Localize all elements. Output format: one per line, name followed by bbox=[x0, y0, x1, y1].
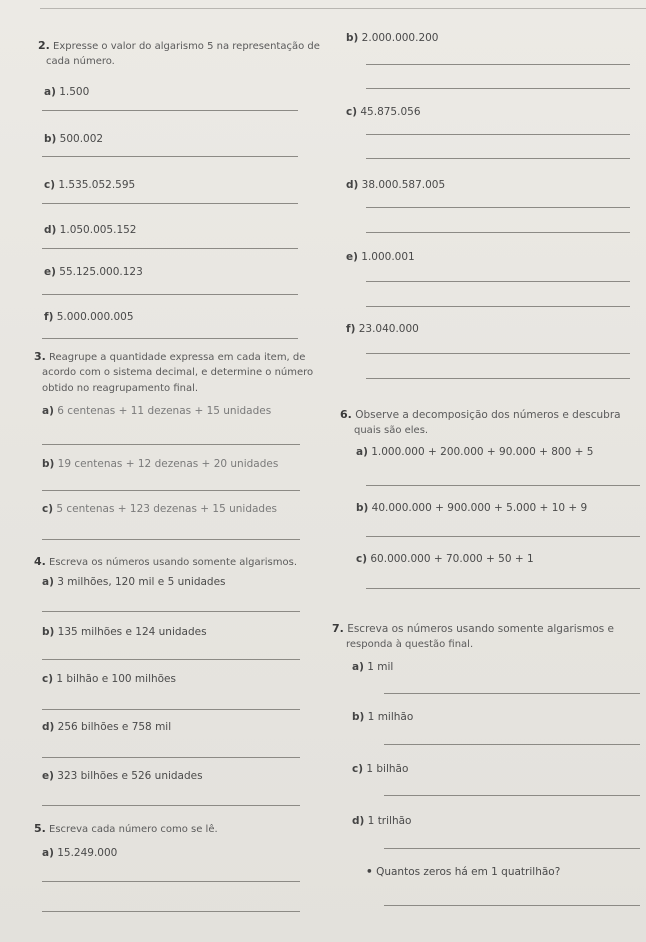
q2-item-e bbox=[44, 266, 143, 279]
q4-item-b bbox=[42, 626, 207, 639]
q7-final-question-text: Quantos zeros há em 1 quatrilhão? bbox=[376, 866, 561, 878]
q6-item-b bbox=[356, 502, 587, 515]
answer-line[interactable] bbox=[384, 848, 640, 849]
q2-right-item-b bbox=[346, 32, 439, 45]
q7-item-b-value: 1 milhão bbox=[367, 711, 414, 723]
answer-line[interactable] bbox=[42, 156, 298, 157]
answer-line[interactable] bbox=[42, 911, 300, 912]
answer-line[interactable] bbox=[42, 539, 300, 540]
q7-item-d bbox=[352, 815, 411, 828]
q4-item-d-label: d) bbox=[42, 721, 55, 733]
q3-item-a bbox=[42, 405, 271, 418]
q5-number: 5. bbox=[34, 822, 46, 835]
q2-right-item-c bbox=[346, 106, 421, 119]
q7-title-line2: responda à questão final. bbox=[346, 639, 474, 650]
q2-item-b bbox=[44, 133, 103, 146]
q6-item-a bbox=[356, 446, 593, 459]
q2-right-item-d-label: d) bbox=[346, 179, 359, 191]
answer-line[interactable] bbox=[366, 485, 640, 486]
q2-right-item-b-label: b) bbox=[346, 32, 359, 44]
answer-line[interactable] bbox=[42, 611, 300, 612]
q3-number: 3. bbox=[34, 350, 46, 363]
answer-line[interactable] bbox=[366, 536, 640, 537]
q7-title-line1 bbox=[332, 622, 614, 636]
q6-item-b-label: b) bbox=[356, 502, 369, 514]
q2-title-line1 bbox=[38, 39, 320, 53]
bullet-icon: • bbox=[366, 866, 373, 878]
q7-final-question bbox=[366, 866, 560, 879]
answer-line[interactable] bbox=[42, 110, 298, 111]
q7-item-a-label: a) bbox=[352, 661, 364, 673]
answer-line[interactable] bbox=[42, 881, 300, 882]
answer-line[interactable] bbox=[42, 805, 300, 806]
q4-item-e-label: e) bbox=[42, 770, 54, 782]
q6-item-c bbox=[356, 553, 534, 566]
q2-item-e-label: e) bbox=[44, 266, 56, 278]
q7-item-a-value: 1 mil bbox=[367, 661, 394, 673]
q6-title-text: Observe a decomposição dos números e descubra bbox=[355, 409, 621, 421]
q2-item-a-value: 1.500 bbox=[59, 86, 90, 98]
q3-item-a-label: a) bbox=[42, 405, 54, 417]
q6-item-a-value: 1.000.000 + 200.000 + 90.000 + 800 + 5 bbox=[371, 446, 594, 458]
q2-item-c-value: 1.535.052.595 bbox=[58, 179, 136, 191]
q4-item-c-value: 1 bilhão e 100 milhões bbox=[56, 673, 176, 685]
q2-right-item-c-label: c) bbox=[346, 106, 358, 118]
q4-item-e bbox=[42, 770, 203, 783]
q4-item-a-label: a) bbox=[42, 576, 54, 588]
answer-line[interactable] bbox=[384, 744, 640, 745]
q3-title-line3: obtido no reagrupamento final. bbox=[42, 383, 199, 394]
q2-title-text: Expresse o valor do algarismo 5 na representação de bbox=[53, 41, 320, 52]
q2-item-e-value: 55.125.000.123 bbox=[59, 266, 143, 278]
answer-line[interactable] bbox=[366, 588, 640, 589]
q2-item-c-label: c) bbox=[44, 179, 56, 191]
q6-number: 6. bbox=[340, 408, 352, 421]
q5-title-text: Escreva cada número como se lê. bbox=[49, 824, 218, 835]
q4-item-a bbox=[42, 576, 226, 589]
q5-item-a bbox=[42, 847, 117, 860]
q7-item-b-label: b) bbox=[352, 711, 365, 723]
q2-item-d-value: 1.050.005.152 bbox=[59, 224, 137, 236]
q7-item-c-label: c) bbox=[352, 763, 364, 775]
q3-title-text: Reagrupe a quantidade expressa em cada item, de bbox=[49, 352, 306, 363]
answer-line[interactable] bbox=[384, 795, 640, 796]
q2-right-item-d-value: 38.000.587.005 bbox=[361, 179, 446, 191]
q6-title-line1 bbox=[340, 408, 621, 422]
q5-title bbox=[34, 822, 218, 836]
answer-line[interactable] bbox=[42, 248, 298, 249]
q4-item-d bbox=[42, 721, 171, 734]
answer-line[interactable] bbox=[384, 693, 640, 694]
answer-line[interactable] bbox=[42, 659, 300, 660]
q6-item-b-value: 40.000.000 + 900.000 + 5.000 + 10 + 9 bbox=[371, 502, 588, 514]
q2-item-b-label: b) bbox=[44, 133, 57, 145]
q7-item-d-label: d) bbox=[352, 815, 365, 827]
q4-item-c bbox=[42, 673, 176, 686]
q2-item-a-label: a) bbox=[44, 86, 56, 98]
q3-item-c-label: c) bbox=[42, 503, 54, 515]
answer-line[interactable] bbox=[366, 134, 630, 135]
q2-right-item-d bbox=[346, 179, 445, 192]
q2-item-d bbox=[44, 224, 137, 237]
q4-item-b-value: 135 milhões e 124 unidades bbox=[57, 626, 207, 638]
answer-line[interactable] bbox=[366, 378, 630, 379]
q2-item-c bbox=[44, 179, 135, 192]
q3-item-b bbox=[42, 458, 278, 471]
answer-line[interactable] bbox=[42, 757, 300, 758]
q2-right-item-e-value: 1.000.001 bbox=[361, 251, 415, 263]
q2-item-a bbox=[44, 86, 89, 99]
q2-right-item-e bbox=[346, 251, 415, 264]
q2-right-item-e-label: e) bbox=[346, 251, 358, 263]
answer-line[interactable] bbox=[366, 353, 630, 354]
answer-line[interactable] bbox=[366, 306, 630, 307]
q2-right-item-f-value: 23.040.000 bbox=[358, 323, 419, 335]
q2-number: 2. bbox=[38, 39, 50, 52]
q4-item-a-value: 3 milhões, 120 mil e 5 unidades bbox=[57, 576, 226, 588]
top-rule bbox=[40, 8, 646, 9]
q4-item-e-value: 323 bilhões e 526 unidades bbox=[57, 770, 203, 782]
q3-title-line1 bbox=[34, 350, 305, 364]
q4-item-c-label: c) bbox=[42, 673, 54, 685]
q6-item-a-label: a) bbox=[356, 446, 368, 458]
q6-title-line2: quais são eles. bbox=[354, 425, 429, 436]
q3-title-line2: acordo com o sistema decimal, e determine o número bbox=[42, 367, 314, 378]
q7-number: 7. bbox=[332, 622, 344, 635]
q2-title-line2: cada número. bbox=[46, 56, 115, 67]
q7-item-d-value: 1 trilhão bbox=[367, 815, 412, 827]
q5-item-a-label: a) bbox=[42, 847, 54, 859]
q2-right-item-f bbox=[346, 323, 419, 336]
q3-item-b-value: 19 centenas + 12 dezenas + 20 unidades bbox=[57, 458, 279, 470]
q7-title-text: Escreva os números usando somente algarismos e bbox=[347, 623, 615, 635]
q4-number: 4. bbox=[34, 555, 46, 568]
q2-item-d-label: d) bbox=[44, 224, 57, 236]
answer-line[interactable] bbox=[366, 64, 630, 65]
q7-item-c bbox=[352, 763, 408, 776]
q2-item-f-value: 5.000.000.005 bbox=[56, 311, 134, 323]
q3-item-c-value: 5 centenas + 123 dezenas + 15 unidades bbox=[56, 503, 278, 515]
q2-right-item-f-label: f) bbox=[346, 323, 356, 335]
q7-item-b bbox=[352, 711, 413, 724]
answer-line[interactable] bbox=[366, 281, 630, 282]
q7-item-a bbox=[352, 661, 393, 674]
answer-line[interactable] bbox=[42, 490, 300, 491]
answer-line[interactable] bbox=[366, 158, 630, 159]
q6-item-c-value: 60.000.000 + 70.000 + 50 + 1 bbox=[370, 553, 534, 565]
q4-item-d-value: 256 bilhões e 758 mil bbox=[57, 721, 172, 733]
q2-right-item-b-value: 2.000.000.200 bbox=[361, 32, 439, 44]
q2-item-b-value: 500.002 bbox=[59, 133, 104, 145]
answer-line[interactable] bbox=[42, 294, 298, 295]
q3-item-b-label: b) bbox=[42, 458, 55, 470]
answer-line[interactable] bbox=[42, 338, 298, 339]
answer-line[interactable] bbox=[42, 203, 298, 204]
answer-line[interactable] bbox=[42, 709, 300, 710]
q4-title bbox=[34, 555, 297, 569]
q2-item-f bbox=[44, 311, 134, 324]
q5-item-a-value: 15.249.000 bbox=[57, 847, 118, 859]
q4-item-b-label: b) bbox=[42, 626, 55, 638]
q7-item-c-value: 1 bilhão bbox=[366, 763, 409, 775]
answer-line[interactable] bbox=[366, 88, 630, 89]
answer-line[interactable] bbox=[366, 207, 630, 208]
q4-title-text: Escreva os números usando somente algarismos. bbox=[49, 557, 297, 568]
q3-item-a-value: 6 centenas + 11 dezenas + 15 unidades bbox=[57, 405, 272, 417]
q2-item-f-label: f) bbox=[44, 311, 54, 323]
q2-right-item-c-value: 45.875.056 bbox=[360, 106, 421, 118]
q6-item-c-label: c) bbox=[356, 553, 368, 565]
answer-line[interactable] bbox=[366, 232, 630, 233]
answer-line[interactable] bbox=[384, 905, 640, 906]
answer-line[interactable] bbox=[42, 444, 300, 445]
q3-item-c bbox=[42, 503, 277, 516]
